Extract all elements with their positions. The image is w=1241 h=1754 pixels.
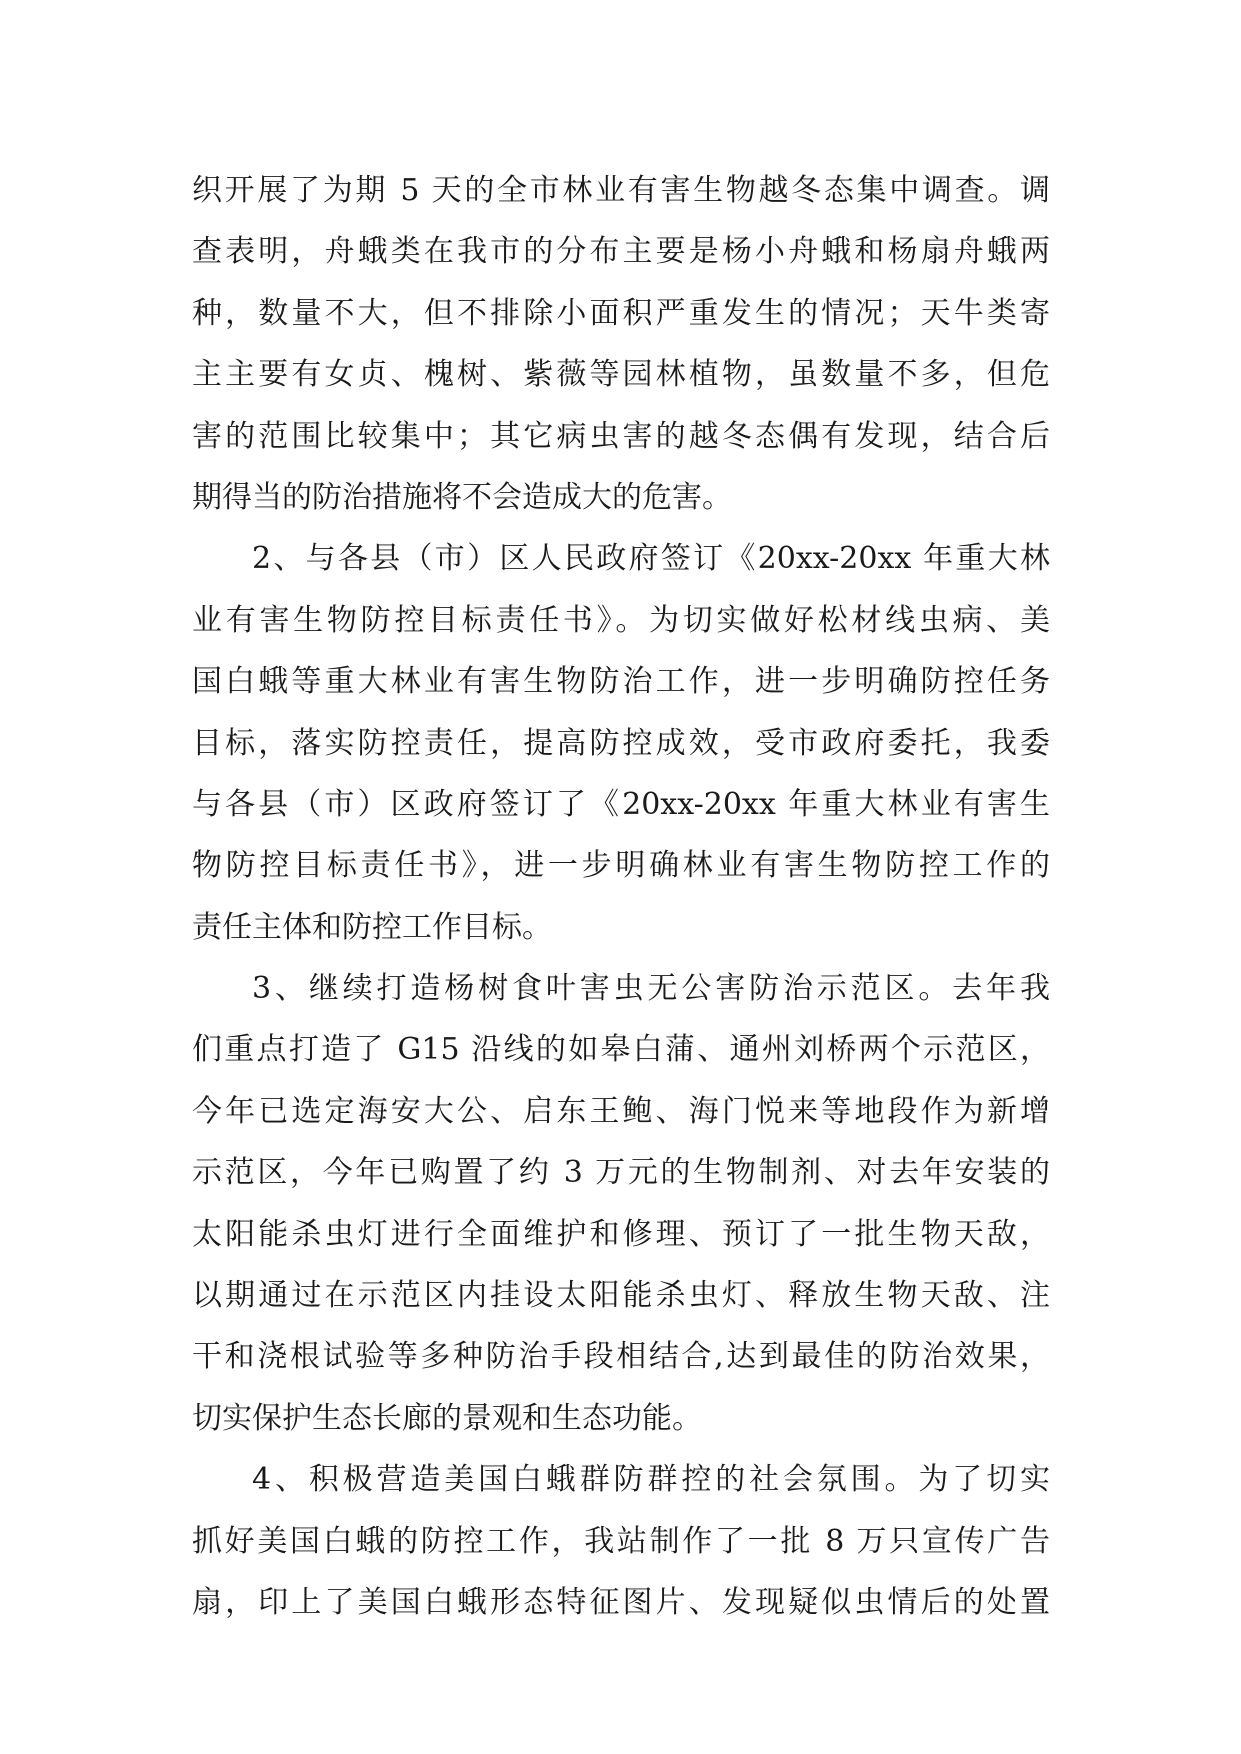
text-line: 4、积极营造美国白蛾群防群控的社会氛围。为了切实 — [252, 1462, 1050, 1498]
text-line: 种，数量不大，但不排除小面积严重发生的情况；天牛类寄 — [192, 295, 1050, 331]
text-line: 扇，印上了美国白蛾形态特征图片、发现疑似虫情后的处置 — [192, 1584, 1050, 1620]
text-line: 与各县（市）区政府签订了《20xx-20xx 年重大林业有害生 — [192, 786, 1050, 822]
text-line: 太阳能杀虫灯进行全面维护和修理、预订了一批生物天敌， — [192, 1216, 1050, 1252]
text-line: 以期通过在示范区内挂设太阳能杀虫灯、释放生物天敌、注 — [192, 1278, 1050, 1314]
document-body — [192, 160, 1050, 1633]
text-line: 害的范围比较集中；其它病虫害的越冬态偶有发现，结合后 — [192, 418, 1050, 454]
text-line: 们重点打造了 G15 沿线的如皋白蒲、通州刘桥两个示范区， — [192, 1032, 1050, 1068]
text-line: 3、继续打造杨树食叶害虫无公害防治示范区。去年我 — [252, 971, 1050, 1007]
text-line: 织开展了为期 5 天的全市林业有害生物越冬态集中调查。调 — [192, 173, 1050, 208]
text-line: 国白蛾等重大林业有害生物防治工作，进一步明确防控任务 — [192, 664, 1050, 700]
text-line: 查表明，舟蛾类在我市的分布主要是杨小舟蛾和杨扇舟蛾两 — [192, 234, 1050, 270]
text-line: 今年已选定海安大公、启东王鲍、海门悦来等地段作为新增 — [192, 1093, 1050, 1129]
text-line: 抓好美国白蛾的防控工作，我站制作了一批 8 万只宣传广告 — [192, 1523, 1050, 1559]
text-line: 干和浇根试验等多种防治手段相结合,达到最佳的防治效果， — [192, 1339, 1050, 1375]
text-line: 主主要有女贞、槐树、紫薇等园林植物，虽数量不多，但危 — [192, 357, 1050, 393]
text-line: 责任主体和防控工作目标。 — [192, 909, 552, 945]
text-line: 示范区，今年已购置了约 3 万元的生物制剂、对去年安装的 — [192, 1155, 1050, 1191]
text-line: 切实保护生态长廊的景观和生态功能。 — [192, 1400, 702, 1436]
text-line: 物防控目标责任书》，进一步明确林业有害生物防控工作的 — [192, 848, 1050, 884]
text-line: 期得当的防治措施将不会造成大的危害。 — [192, 479, 732, 515]
text-line: 目标，落实防控责任，提高防控成效，受市政府委托，我委 — [192, 725, 1050, 761]
text-line: 业有害生物防控目标责任书》。为切实做好松材线虫病、美 — [192, 602, 1050, 638]
text-line: 2、与各县（市）区人民政府签订《20xx-20xx 年重大林 — [252, 541, 1050, 577]
